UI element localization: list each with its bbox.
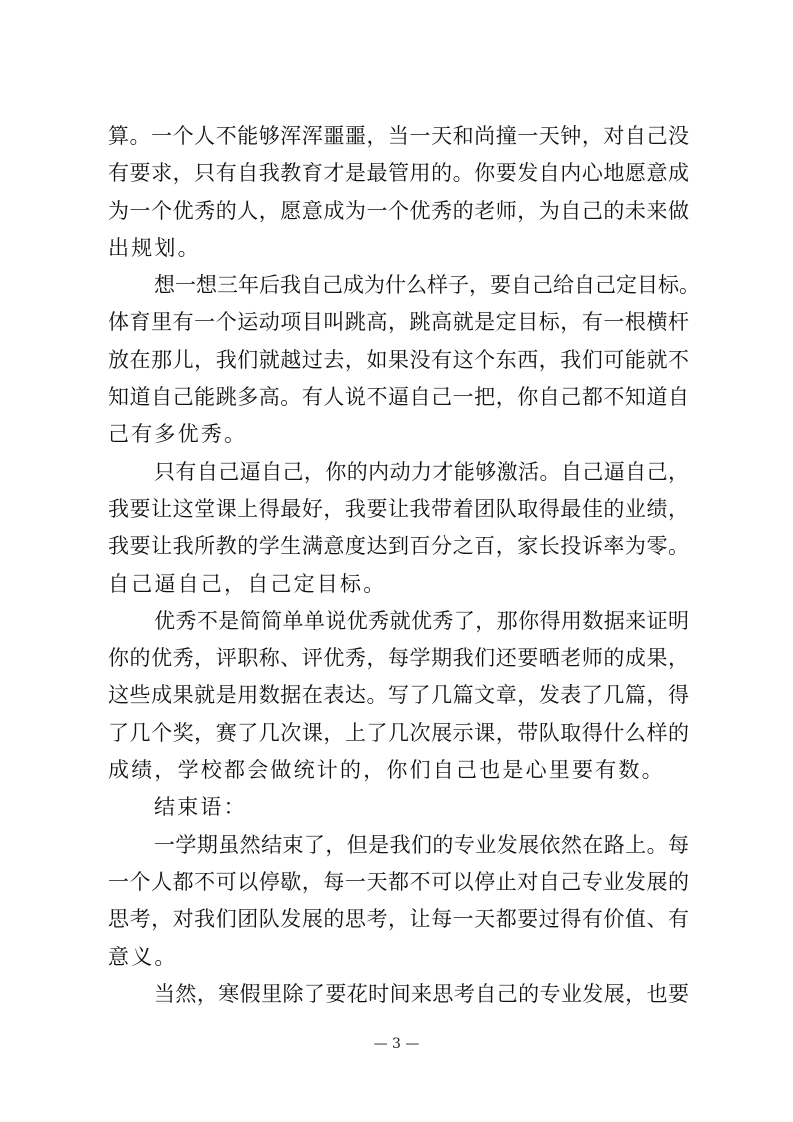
text-line: 优秀不是简简单单说优秀就优秀了，那你得用数据来证明 xyxy=(154,608,689,633)
text-line: 己有多优秀。 xyxy=(108,422,248,447)
text-line: 一个人都不可以停歇，每一天都不可以停止对自己专业发展的 xyxy=(108,869,689,894)
text-line: 当然，寒假里除了要花时间来思考自己的专业发展，也要 xyxy=(154,981,689,1006)
text-line: 知道自己能跳多高。有人说不逼自己一把，你自己都不知道自 xyxy=(108,385,689,410)
text-line: 自己逼自己，自己定目标。 xyxy=(108,571,387,596)
text-line: 一学期虽然结束了，但是我们的专业发展依然在路上。每 xyxy=(154,832,689,857)
text-line: 我要让这堂课上得最好，我要让我带着团队取得最佳的业绩， xyxy=(108,496,689,521)
text-line: 成绩，学校都会做统计的，你们自己也是心里要有数。 xyxy=(108,758,665,783)
text-line: 想一想三年后我自己成为什么样子，要自己给自己定目标。 xyxy=(154,273,700,298)
text-line: 出规划。 xyxy=(108,235,201,260)
text-line: 思考，对我们团队发展的思考，让每一天都要过得有价值、有 xyxy=(108,907,689,932)
text-line: 这些成果就是用数据在表达。写了几篇文章，发表了几篇，得 xyxy=(108,683,689,708)
text-line: 放在那儿，我们就越过去，如果没有这个东西，我们可能就不 xyxy=(108,347,689,372)
text-line: 我要让我所教的学生满意度达到百分之百，家长投诉率为零。 xyxy=(108,534,689,559)
text-line: 你的优秀，评职称、评优秀，每学期我们还要晒老师的成果， xyxy=(108,646,689,671)
text-line: 意义。 xyxy=(108,944,178,969)
text-line: 体育里有一个运动项目叫跳高，跳高就是定目标，有一根横杆 xyxy=(108,310,689,335)
text-line: 结束语： xyxy=(154,795,247,820)
text-line: 算。一个人不能够浑浑噩噩，当一天和尚撞一天钟，对自己没 xyxy=(108,124,689,148)
document-body xyxy=(108,118,700,1013)
text-line: 有要求，只有自我教育才是最管用的。你要发自内心地愿意成 xyxy=(108,161,689,186)
page-number: — 3 — xyxy=(373,1036,420,1052)
text-line: 了几个奖，赛了几次课，上了几次展示课，带队取得什么样的 xyxy=(108,720,689,745)
text-line: 只有自己逼自己，你的内动力才能够激活。自己逼自己， xyxy=(154,459,689,484)
text-line: 为一个优秀的人，愿意成为一个优秀的老师，为自己的未来做 xyxy=(108,198,689,223)
